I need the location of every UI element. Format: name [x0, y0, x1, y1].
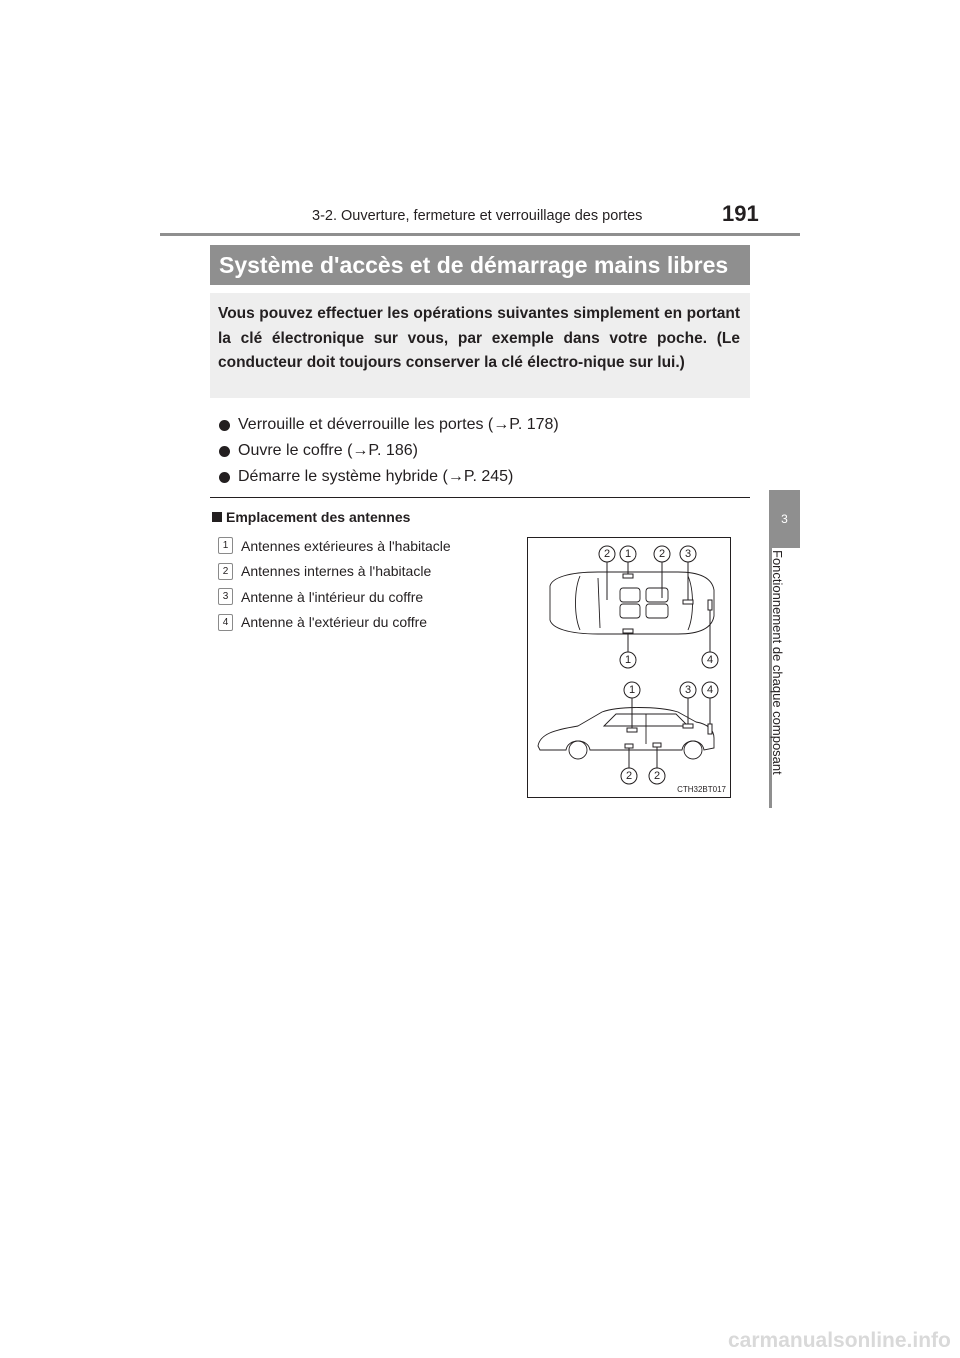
section-divider — [210, 497, 750, 498]
subsection-heading — [212, 509, 410, 525]
number-badge: 1 — [218, 537, 233, 554]
antenna-text: Antenne à l'intérieur du coffre — [241, 588, 424, 605]
bullet-icon — [219, 420, 230, 431]
feature-item — [219, 464, 559, 490]
callout-label: 1 — [624, 654, 632, 666]
feature-item — [219, 412, 559, 438]
bullet-icon — [219, 472, 230, 483]
antenna-location-figure — [527, 537, 731, 798]
callout-label: 3 — [684, 684, 692, 696]
number-badge: 2 — [218, 563, 233, 580]
watermark-image — [724, 1321, 960, 1358]
figure-code: CTH32BT017 — [677, 785, 726, 794]
callout-label: 1 — [624, 548, 632, 560]
subsection-title: Emplacement des antennes — [226, 509, 411, 525]
watermark-logo[interactable] — [724, 1321, 960, 1358]
antenna-marker — [625, 744, 633, 748]
number-badge: 4 — [218, 614, 233, 631]
chapter-tab: 3 — [769, 490, 800, 548]
antenna-list — [218, 533, 451, 635]
antenna-marker — [623, 574, 633, 578]
antenna-item — [218, 610, 451, 636]
chapter-label: Fonctionnement de chaque composant — [770, 550, 785, 775]
callout-label: 2 — [658, 548, 666, 560]
feature-text: Verrouille et déverrouille les portes (→P. 178) — [238, 416, 559, 433]
callout-label: 2 — [653, 770, 661, 782]
antenna-text: Antennes extérieures à l'habitacle — [241, 537, 451, 554]
antenna-marker — [623, 629, 633, 633]
antenna-marker — [683, 724, 693, 728]
antenna-item — [218, 559, 451, 585]
callout-label: 2 — [603, 548, 611, 560]
square-bullet-icon — [212, 512, 222, 522]
running-header: 3-2. Ouverture, fermeture et verrouillage des portes — [312, 208, 643, 224]
intro-box — [210, 293, 750, 398]
antenna-text: Antenne à l'extérieur du coffre — [241, 614, 428, 631]
antenna-item — [218, 533, 451, 559]
antenna-marker — [708, 724, 712, 734]
antenna-marker — [627, 728, 637, 732]
feature-text: Ouvre le coffre (→P. 186) — [238, 442, 418, 459]
header-rule — [160, 233, 800, 236]
intro-text: Vous pouvez effectuer les opérations suivantes simplement en portant la clé électronique sur vous, par exemple dans votre poche. (Le conducteur doit toujours conserver la clé électro-nique sur lui.) — [218, 305, 740, 371]
feature-list — [219, 412, 559, 490]
page-title: Système d'accès et de démarrage mains libres — [210, 245, 750, 285]
callout-label: 3 — [684, 548, 692, 560]
callout-label: 2 — [625, 770, 633, 782]
page-number: 191 — [722, 201, 759, 226]
number-badge: 3 — [218, 588, 233, 605]
car-diagram — [528, 538, 732, 799]
antenna-marker — [683, 600, 693, 604]
feature-item — [219, 438, 559, 464]
callout-label: 1 — [628, 684, 636, 696]
antenna-text: Antennes internes à l'habitacle — [241, 563, 432, 580]
bullet-icon — [219, 446, 230, 457]
antenna-marker — [708, 600, 712, 610]
antenna-item — [218, 584, 451, 610]
antenna-marker — [653, 743, 661, 747]
callout-label: 4 — [706, 684, 714, 696]
callout-label: 4 — [706, 654, 714, 666]
svg-text:carmanualsonline.info: carmanualsonline.info — [728, 1329, 951, 1352]
feature-text: Démarre le système hybride (→P. 245) — [238, 468, 514, 485]
